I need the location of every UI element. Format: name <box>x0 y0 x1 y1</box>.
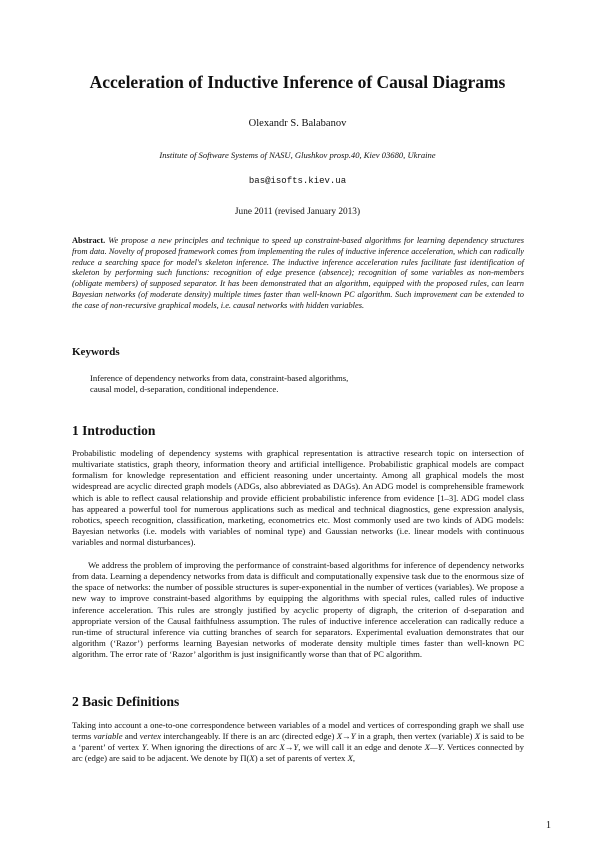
paper-date: June 2011 (revised January 2013) <box>234 207 361 217</box>
page-number: 1 <box>546 820 551 831</box>
definitions-paragraph: Taking into account a one-to-one correspondence between variables of a model and vertices of corresponding graph we shall use terms variable and vertex interchangeably. If there is an arc (directed edge) X→Y in a graph, then vertex (variable) X is said to be a ‘parent’ of vertex Y. When ignoring the directions of arc X→Y, we will call it an edge and denote X—Y. Vertices connected by arc (edge) are said to be adjacent. We denote by Π(X) a set of parents of vertex X, <box>72 720 524 764</box>
author-name: Olexandr S. Balabanov <box>248 118 347 129</box>
section-heading-basic-definitions: 2 Basic Definitions <box>72 694 180 709</box>
abstract-label: Abstract. <box>72 236 106 245</box>
author-affiliation: Institute of Software Systems of NASU, Glushkov prosp.40, Kiev 03680, Ukraine <box>159 150 436 160</box>
section-heading-introduction: 1 Introduction <box>72 423 156 438</box>
abstract <box>72 236 524 312</box>
paper-title: Acceleration of Inductive Inference of Causal Diagrams <box>89 72 506 92</box>
keywords-line-2: causal model, d-separation, conditional independence. <box>90 384 279 394</box>
keywords-heading: Keywords <box>72 346 120 358</box>
author-email: bas@isofts.kiev.ua <box>248 176 347 186</box>
intro-paragraph-1: Probabilistic modeling of dependency systems with graphical representation is attractive research topic on intersection of multivariate statistics, graph theory, information theory and artificial intelligence. Probabilistic graphical models are compact formalism for knowledge representation and efficient reasoning under uncertainty. Among all graphical models the most widespread are acyclic directed graph models (ADGs, also abbreviated as DAGs). An ADG model is comprehensible framework which is able to reflect causal relationship and provide efficient probabilistic inference from evidence [1–3]. ADG model class has appeared a powerful tool for numerous applications such as medical and technical diagnostics, gene expression analysis, robotics, speech recognition, classification, marketing, econometrics etc. Most commonly used are two kinds of ADG models: Bayesian networks (i.e. models with variables of nominal type) and Gaussian networks (i.e. linear models with continuous variables and normal disturbances). <box>72 448 524 548</box>
keywords-line-1: Inference of dependency networks from data, constraint-based algorithms, <box>90 373 349 383</box>
intro-paragraph-2: We address the problem of improving the performance of constraint-based algorithms for inference of dependency networks from data. Learning a dependency networks from data is difficult and computationally expensive task due to the enormous size of the space of networks: the number of possible structures is super-exponential in the number of vertices (variables). We propose a new way to improve constraint-based algorithms by equipping the algorithms with special rules, called rules of inductive inference acceleration. This rules are strongly justified by acyclic property of digraph, the criterion of d-separation and appropriate version of the Causal faithfulness assumption. The rules of inductive inference acceleration can radically reduce a run-time of structural inference via cutting branches of search for separators. Experimental evaluation demonstrates that our algorithm (‘Razor’) performs learning Bayesian networks of moderate density multiple times faster than well-known PC algorithm. The error rate of ‘Razor’ algorithm is just insignificantly worse than that of PC algorithm. <box>72 560 524 660</box>
abstract-text: We propose a new principles and technique to speed up constraint-based algorithms for learning dependency structures from data. Novelty of proposed framework comes from implementing the rules of inductive inference acceleration, which can radically reduce a searching space for model's skeleton inference. The inductive inference acceleration rules facilitate fast identification of skeleton by performing such functions: recognition of edge presence (absence); recognition of some variables as non-members (obligate members) of supposed separator. It has been demonstrated that an algorithm, equipped with the proposed rules, can learn Bayesian networks (of moderate density) multiple times faster than well-known PC algorithm. Such improvement can be extended to the case of non-recursive graphical models, i.e. causal networks with hidden variables. <box>72 236 524 310</box>
